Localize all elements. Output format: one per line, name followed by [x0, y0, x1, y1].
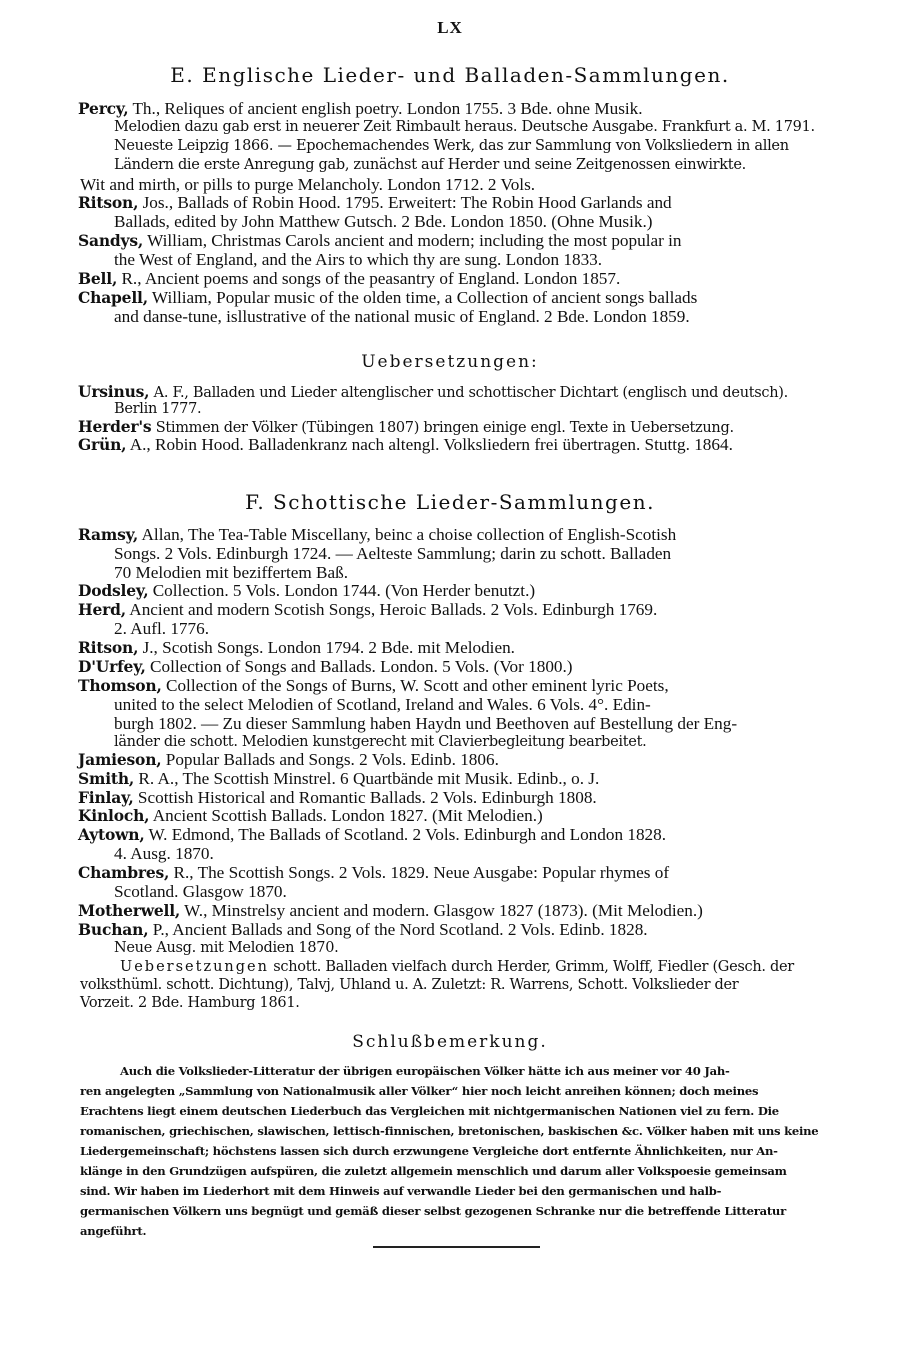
entry-author: Smith,	[78, 769, 135, 788]
entry-author: Ritson,	[78, 638, 139, 657]
entry-line: W. Edmond, The Ballads of Scotland. 2 Vols. Edinburgh and London 1828.	[148, 825, 667, 844]
entry-author: Dodsley,	[78, 581, 149, 600]
entry-line: R., The Scottish Songs. 2 Vols. 1829. Neue Ausgabe: Popular rhymes of	[173, 863, 670, 882]
entry-author: Jamieson,	[78, 750, 162, 769]
entry-motherwell	[78, 901, 703, 920]
entry-ritson-j	[78, 638, 515, 657]
entry-line: Stimmen der Völker (Tübingen 1807) bringen einige engl. Texte in Uebersetzung.	[155, 420, 734, 436]
entry-author: Kinloch,	[78, 806, 150, 825]
closing-line: Liedergemeinschaft; höchstens lassen sich durch erzwungene Vergleiche dort entfernte Ähnlichkeiten, nur An-	[80, 1144, 778, 1158]
entry-author: Ramsy,	[78, 525, 139, 544]
entry-author: Finlay,	[78, 788, 134, 807]
note-line: volksthüml. schott. Dichtung), Talvj, Uhland u. A. Zuletzt: R. Warrens, Schott. Volkslieder der	[80, 977, 739, 993]
entry-line: Th., Reliques of ancient english poetry. London 1755. 3 Bde. ohne Musik.	[132, 99, 643, 118]
entry-author: Grün,	[78, 435, 127, 454]
entry-line: Collection of Songs and Ballads. London. 5 Vols. (Vor 1800.)	[150, 657, 573, 676]
entry-line: Collection. 5 Vols. London 1744. (Von Herder benutzt.)	[152, 581, 536, 600]
section-f-heading: F. Schottische Lieder-Sammlungen.	[245, 490, 655, 514]
entry-line: burgh 1802. — Zu dieser Sammlung haben Haydn und Beethoven auf Bestellung der Eng-	[114, 714, 738, 733]
closing-heading: Schlußbemerkung.	[352, 1032, 548, 1052]
closing-line: angeführt.	[80, 1224, 147, 1238]
entry-line: Scottish Historical and Romantic Ballads. 2 Vols. Edinburgh 1808.	[137, 788, 597, 807]
entry-jamieson	[78, 750, 499, 769]
entry-finlay	[78, 788, 597, 807]
entry-line: Berlin 1777.	[114, 401, 202, 417]
entry-smith	[78, 769, 599, 788]
entry-line: Ancient and modern Scotish Songs, Heroic Ballads. 2 Vols. Edinburgh 1769.	[129, 600, 658, 619]
closing-line: Auch die Volkslieder-Litteratur der übrigen europäischen Völker hätte ich aus meiner vor 40 Jah-	[120, 1064, 730, 1078]
entry-author: Thomson,	[78, 676, 162, 695]
entry-line: R. A., The Scottish Minstrel. 6 Quartbände mit Musik. Edinb., o. J.	[138, 769, 600, 788]
entry-author: Buchan,	[78, 920, 149, 939]
entry-bell	[78, 269, 620, 288]
closing-line: ren angelegten „Sammlung von Nationalmusik aller Völker“ hier noch leicht anreihen können; doch meines	[80, 1084, 759, 1098]
entry-line: 2. Aufl. 1776.	[114, 619, 210, 638]
entry-dodsley	[78, 581, 535, 600]
entry-author: Aytown,	[78, 825, 145, 844]
entry-line: A., Robin Hood. Balladenkranz nach altengl. Volksliedern frei übertragen. Stuttg. 1864.	[129, 435, 733, 454]
entry-author: Percy,	[78, 99, 129, 118]
entry-line: Neue Ausg. mit Melodien 1870.	[114, 940, 339, 956]
entry-author: Chambres,	[78, 863, 170, 882]
entry-line: Neueste Leipzig 1866. — Epochemachendes Werk, das zur Sammlung von Volksliedern in allen	[114, 138, 789, 154]
note-line: schott. Balladen vielfach durch Herder, Grimm, Wolff, Fiedler (Gesch. der	[273, 959, 794, 975]
entry-line: P., Ancient Ballads and Song of the Nord Scotland. 2 Vols. Edinb. 1828.	[152, 920, 648, 939]
closing-line: klänge in den Grundzügen aufspüren, die zuletzt allgemein menschlich und darum aller Volkspoesie gemeinsam	[80, 1164, 787, 1178]
entry-author: Ursinus,	[78, 382, 150, 401]
entry-line: Jos., Ballads of Robin Hood. 1795. Erweitert: The Robin Hood Garlands and	[142, 193, 672, 212]
entry-author: Sandys,	[78, 231, 144, 250]
entry-line: Ballads, edited by John Matthew Gutsch. 2 Bde. London 1850. (Ohne Musik.)	[114, 212, 653, 231]
entry-line: 70 Melodien mit beziffertem Baß.	[114, 563, 349, 582]
closing-line: Erachtens liegt einem deutschen Liederbuch das Vergleichen mit nichtgermanischen Nationen viel zu fern. Die	[80, 1104, 779, 1118]
entry-line: J., Scotish Songs. London 1794. 2 Bde. mit Melodien.	[142, 638, 515, 657]
entry-line: Melodien dazu gab erst in neuerer Zeit Rimbault heraus. Deutsche Ausgabe. Frankfurt a. M. 1791.	[114, 119, 815, 135]
entry-line: Allan, The Tea-Table Miscellany, beinc a choise collection of English-Scotish	[141, 525, 677, 544]
closing-line: sind. Wir haben im Liederhort mit dem Hinweis auf verwandle Lieder bei den germanischen und halb-	[80, 1184, 722, 1198]
entry-line: Scotland. Glasgow 1870.	[114, 882, 287, 901]
entry-gruen	[78, 435, 733, 454]
entry-author: Bell,	[78, 269, 118, 288]
entry-durfey	[78, 657, 573, 676]
entry-line: Ancient Scottish Ballads. London 1827. (Mit Melodien.)	[152, 806, 543, 825]
section-e-heading: E. Englische Lieder- und Balladen-Sammlungen.	[170, 63, 730, 87]
note-line: Vorzeit. 2 Bde. Hamburg 1861.	[80, 995, 300, 1011]
translations-note-lead: Uebersetzungen	[120, 959, 269, 975]
entry-line: länder die schott. Melodien kunstgerecht mit Clavierbegleitung bearbeitet.	[114, 734, 647, 750]
entry-line: Ländern die erste Anregung gab, zunächst auf Herder und seine Zeitgenossen einwirkte.	[114, 157, 746, 173]
closing-line: germanischen Völkern uns begnügt und gemäß dieser selbst gezogenen Schranke nur die betreffende Litteratur	[80, 1204, 786, 1218]
entry-line: W., Minstrelsy ancient and modern. Glasgow 1827 (1873). (Mit Melodien.)	[184, 901, 703, 920]
entry-author: D'Urfey,	[78, 657, 146, 676]
entry-line: Popular Ballads and Songs. 2 Vols. Edinb. 1806.	[165, 750, 499, 769]
entry-line: and danse-tune, isllustrative of the national music of England. 2 Bde. London 1859.	[114, 307, 690, 326]
entry-author: Chapell,	[78, 288, 148, 307]
entry-line: united to the select Melodien of Scotland, Ireland and Wales. 6 Vols. 4°. Edin-	[114, 695, 651, 714]
entry-kinloch	[78, 806, 543, 825]
page-number: LX	[437, 18, 463, 37]
closing-line: romanischen, griechischen, slawischen, lettisch-finnischen, bretonischen, baskischen &c. Völker haben mit uns keine	[80, 1124, 819, 1138]
entry-line: A. F., Balladen und Lieder altenglischer und schottischer Dichtart (englisch und deutsch).	[153, 385, 788, 401]
entry-line: Collection of the Songs of Burns, W. Scott and other eminent lyric Poets,	[165, 676, 669, 695]
entry-line: William, Popular music of the olden time, a Collection of ancient songs ballads	[151, 288, 698, 307]
entry-author: Herd,	[78, 600, 126, 619]
translations-heading: Uebersetzungen:	[361, 352, 539, 372]
entry-author: Ritson,	[78, 193, 139, 212]
entry-line: the West of England, and the Airs to which thy are sung. London 1833.	[114, 250, 603, 269]
end-rule	[373, 1246, 540, 1248]
entry-author: Herder's	[78, 417, 152, 436]
entry-line: Songs. 2 Vols. Edinburgh 1724. — Aelteste Sammlung; darin zu schott. Balladen	[114, 544, 672, 563]
entry-line: R., Ancient poems and songs of the peasantry of England. London 1857.	[121, 269, 621, 288]
entry-wit-and-mirth: Wit and mirth, or pills to purge Melancholy. London 1712. 2 Vols.	[80, 175, 536, 194]
entry-line: 4. Ausg. 1870.	[114, 844, 214, 863]
entry-author: Motherwell,	[78, 901, 181, 920]
entry-line: William, Christmas Carols ancient and modern; including the most popular in	[147, 231, 682, 250]
